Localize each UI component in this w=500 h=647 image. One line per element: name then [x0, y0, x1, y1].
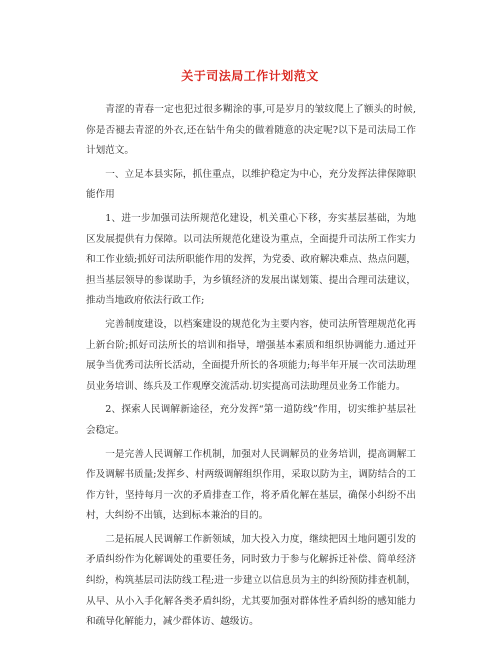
- document-body: [86, 100, 416, 636]
- paragraph-item-1: 1、进一步加强司法所规范化建设，机关重心下移，夯实基层基础，为地区发展提供有力保障。以司法所规范化建设为重点，全面提升司法所工作实力和工作业绩;抓好司法所职能作用的发挥，为党委、政府解决难点、热点问题，担当基层领导的参谋助手，为乡镇经济的发展出谋划策、提出合理司法建议，推动当地政府依法行政工作;: [86, 212, 416, 307]
- paragraph-section-1-heading: 一、立足本县实际，抓住重点，以维护稳定为中心，充分发挥法律保障职能作用: [86, 168, 416, 201]
- paragraph-intro: 青涩的青春一定也犯过很多糊涂的事,可是岁月的皱纹爬上了额头的时候,你是否褪去青涩的外衣,还在钻牛角尖的做着随意的决定呢?以下是司法局工作计划范文。: [86, 104, 416, 157]
- paragraph-system-building: 完善制度建设，以档案建设的规范化为主要内容，使司法所管理规范化再上新台阶;抓好司法所长的培训和指导，增强基本素质和组织协调能力.通过开展争当优秀司法所长活动，全面提升所长的各项能力;每半年开展一次司法助理员业务培训、练兵及工作观摩交流活动.切实提高司法助理员业务工作能力。: [86, 318, 416, 392]
- paragraph-item-2: 2、探索人民调解新途径，充分发挥“第一道防线”作用，切实维护基层社会稳定。: [86, 404, 416, 436]
- document-title: 关于司法局工作计划范文: [181, 69, 319, 83]
- paragraph-point-one: 一是完善人民调解工作机制，加强对人民调解员的业务培训，提高调解工作及调解书质量;发挥乡、村两级调解组织作用，采取以防为主，调防结合的工作方针，坚持每月一次的矛盾排查工作，将矛盾化解在基层，确保小纠纷不出村，大纠纷不出镇，达到标本兼治的目的。: [86, 448, 416, 522]
- paragraph-point-two: 二是拓展人民调解工作新领域，加大投入力度，继续把因土地问题引发的矛盾纠纷作为化解调处的重要任务，同时致力于参与化解拆迁补偿、简单经济纠纷，构筑基层司法防线工程;进一步建立以信息员为主的纠纷预防排查机制，从早、从小入手化解各类矛盾纠纷，尤其要加强对群体性矛盾纠纷的感知能力和疏导化解能力，减少群体访、越级访。: [86, 533, 416, 628]
